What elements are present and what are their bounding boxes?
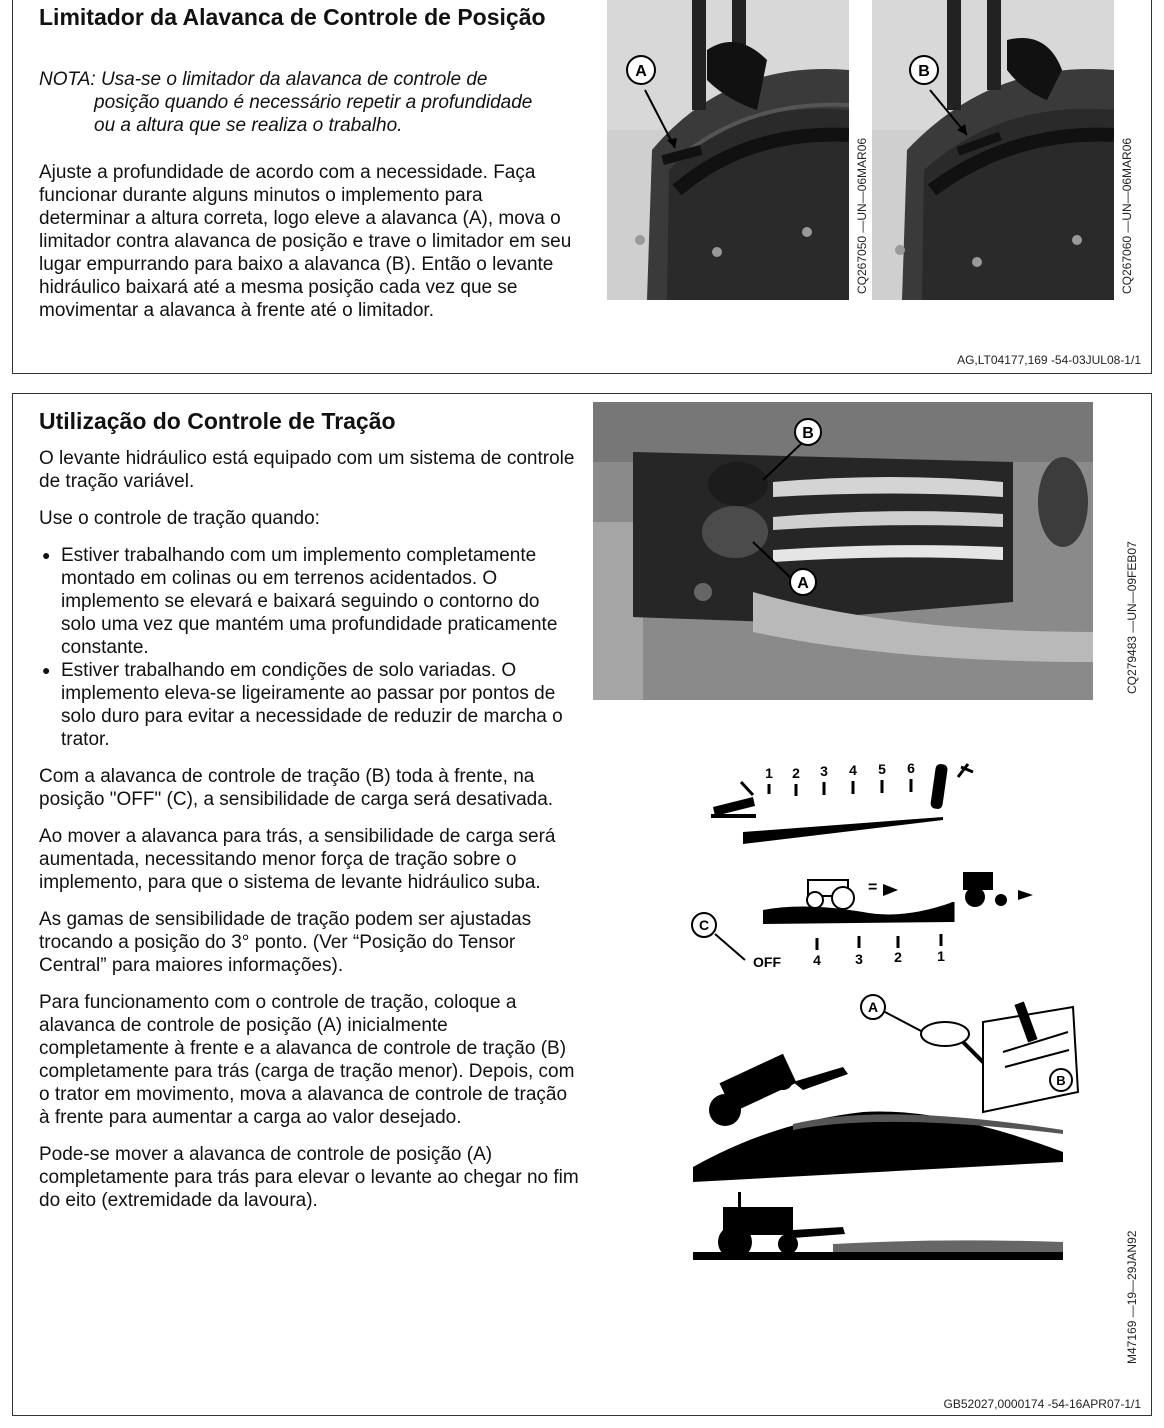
- photo-b-code: CQ267060 —UN—06MAR06: [1120, 137, 1134, 294]
- svg-text:=: =: [868, 879, 878, 896]
- photo-lever-b: [872, 0, 1114, 300]
- paragraph: Com a alavanca de controle de tração (B) toda à frente, na posição "OFF" (C), a sensibilidade de carga será desativada.: [39, 766, 554, 810]
- section-footer-code: GB52027,0000174 -54-16APR07-1/1: [943, 1397, 1141, 1411]
- section-footer-code: AG,LT04177,169 -54-03JUL08-1/1: [957, 353, 1141, 367]
- scale-top-label: 4: [849, 762, 857, 778]
- scale-top-label: 1: [765, 765, 773, 781]
- photo-lever-a: [607, 0, 849, 300]
- photo-code: CQ279483 —UN—09FEB07: [1125, 541, 1139, 694]
- scale-off-label: OFF: [753, 954, 781, 970]
- paragraph: Ao mover a alavanca para trás, a sensibilidade de carga será aumentada, necessitando menor força de tração sobre o implemento, para que o sistema de levante hidráulico suba.: [39, 826, 556, 893]
- paragraph: O levante hidráulico está equipado com um sistema de controle de tração variável.: [39, 448, 575, 492]
- note-label: NOTA:: [39, 69, 96, 90]
- scale-top-label: 2: [792, 765, 800, 781]
- section-body: [39, 447, 579, 1226]
- section-title: Utilização do Controle de Tração: [39, 408, 396, 434]
- scale-top-label: 5: [878, 762, 886, 777]
- paragraph: As gamas de sensibilidade de tração podem ser ajustadas trocando a posição do 3° ponto. (Ver “Posição do Tensor Central” para maiores informações).: [39, 909, 532, 976]
- callout-b-diagram: B: [1056, 1073, 1066, 1088]
- paragraph: Use o controle de tração quando:: [39, 508, 320, 529]
- section-title: Limitador da Alavanca de Controle de Posição: [39, 4, 546, 30]
- list-item: ● Estiver trabalhando com um implemento completamente montado em colinas ou em terrenos acidentados. O implemento se elevará e baixará seguindo o contorno do solo uma vez que mantém uma profundidade praticamente constante.: [39, 544, 579, 659]
- callout-a-photo1: A: [635, 63, 647, 80]
- diagram-code: M47169 —19—29JAN92: [1125, 1230, 1139, 1364]
- scale-bottom-label: 4: [813, 952, 821, 968]
- scale-top-label: 6: [907, 762, 915, 776]
- traction-sensitivity-diagram: [683, 762, 1083, 1274]
- list-item: ● Estiver trabalhando em condições de solo variadas. O implemento eleva-se ligeiramente ao passar por pontos de solo duro para evitar a necessidade de reduzir de marcha o trator.: [39, 659, 579, 751]
- callout-a-diagram: A: [867, 999, 879, 1015]
- photo-control-levers: [593, 402, 1093, 700]
- paragraph: Pode-se mover a alavanca de controle de posição (A) completamente para trás para elevar o levante ao chegar no fim do eito (extremidade da lavoura).: [39, 1144, 579, 1211]
- scale-bottom-label: 1: [937, 948, 945, 964]
- section-traction-control: [12, 393, 1152, 1416]
- note-first-line: Usa-se o limitador da alavanca de controle de: [100, 69, 488, 90]
- section-position-limiter: [12, 0, 1152, 374]
- callout-b-photo2: B: [918, 63, 930, 80]
- callout-b-photo: B: [802, 425, 814, 442]
- callout-a-photo: A: [797, 575, 809, 592]
- note-block: [39, 68, 599, 137]
- scale-bottom-label: 2: [894, 949, 902, 965]
- callout-c: C: [698, 917, 710, 933]
- photo-a-code: CQ267050 —UN—06MAR06: [855, 137, 869, 294]
- instructions-paragraph: Ajuste a profundidade de acordo com a necessidade. Faça funcionar durante alguns minutos o implemento para determinar a altura correta, logo eleve a alavanca (A), mova o limitador contra alavanca de posição e trave o limitador em seu lugar empurrando para baixo a alavanca (B). Então o levante hidráulico baixará até a mesma posição cada vez que se movimentar a alavanca à frente até o limitador.: [39, 162, 572, 321]
- scale-top-label: 3: [820, 763, 828, 779]
- note-line-3: ou a altura que se realiza o trabalho.: [94, 115, 403, 136]
- note-line-2: posição quando é necessário repetir a profundidade: [94, 92, 533, 113]
- scale-bottom-label: 3: [855, 951, 863, 967]
- paragraph: Para funcionamento com o controle de tração, coloque a alavanca de controle de posição (A) inicialmente completamente à frente e a alavanca de controle de tração (B) completamente para trás (carga de tração menor). Depois, com o trator em movimento, mova a alavanca de controle de tração à frente para aumentar a carga ao valor desejado.: [39, 992, 575, 1128]
- conditions-list: [39, 544, 579, 751]
